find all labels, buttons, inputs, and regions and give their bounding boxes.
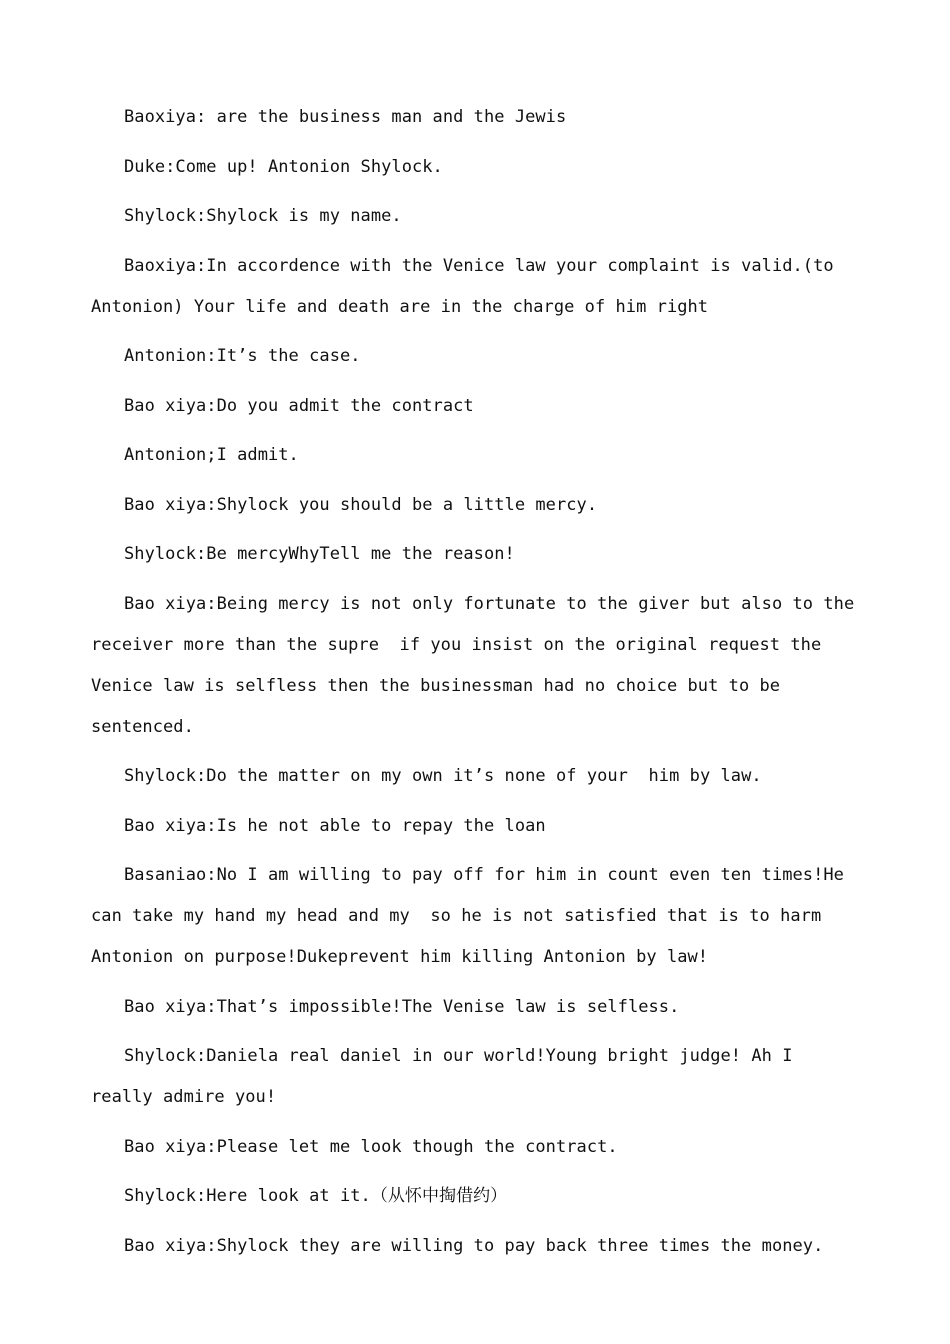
dialogue-line: Shylock:Shylock is my name. <box>124 206 402 226</box>
script-dialogue <box>91 97 865 1275</box>
dialogue-line: Bao xiya:Being mercy is not only fortunate to the giver but also to the receiver more than the supre if you insist on the original request the Venice law is selfless then the businessman had no choice but to be sentenced. <box>91 593 865 737</box>
dialogue-line: Shylock:Daniela real daniel in our world!Young bright judge! Ah I really admire you! <box>91 1046 814 1107</box>
dialogue-line: Bao xiya:Shylock you should be a little mercy. <box>124 494 598 515</box>
dialogue-line: Bao xiya:Is he not able to repay the loan <box>124 815 546 836</box>
dialogue-line: Antonion;I admit. <box>124 445 299 465</box>
dialogue-line: Shylock:Be mercyWhyTell me the reason! <box>124 544 515 564</box>
dialogue-line: Duke:Come up! Antonion Shylock. <box>124 156 443 177</box>
dialogue-line: Shylock:Here look at it.（从怀中掏借约） <box>124 1186 508 1206</box>
dialogue-line: Bao xiya:Do you admit the contract <box>124 395 474 416</box>
dialogue-line: Bao xiya:Please let me look though the contract. <box>124 1136 618 1157</box>
dialogue-line: Antonion:It’s the case. <box>124 346 361 366</box>
dialogue-line: Baoxiya: are the business man and the Jewis <box>124 107 567 127</box>
dialogue-line: Bao xiya:That’s impossible!The Venise law is selfless. <box>124 996 680 1017</box>
dialogue-line: Shylock:Do the matter on my own it’s none of your him by law. <box>124 766 762 786</box>
dialogue-line: Bao xiya:Shylock they are willing to pay back three times the money. <box>124 1235 824 1256</box>
dialogue-line: Basaniao:No I am willing to pay off for him in count even ten times!He can take my hand my head and my so he is not satisfied that is to harm Antonion on purpose!Dukeprevent him killing Antonion by law! <box>91 865 855 967</box>
dialogue-line: Baoxiya:In accordence with the Venice law your complaint is valid.(to Antonion) Your life and death are in the charge of him right <box>91 255 844 317</box>
